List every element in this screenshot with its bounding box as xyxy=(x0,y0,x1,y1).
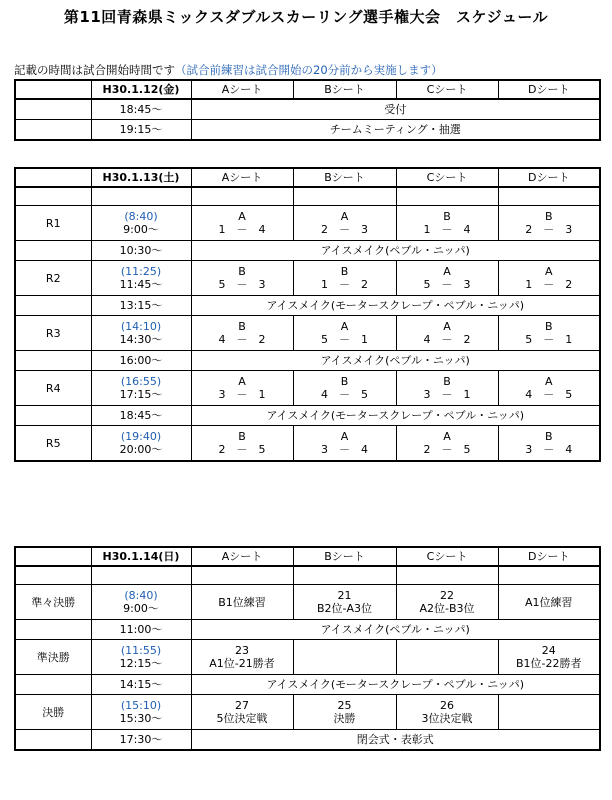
event-cell: チームミーティング・抽選 xyxy=(191,120,600,141)
event-cell: アイスメイク(ペブル・ニッパ) xyxy=(191,620,600,640)
time-cell xyxy=(91,261,191,296)
event-cell: アイスメイク(モータースクレープ・ペブル・ニッパ) xyxy=(191,406,600,426)
start-time: 9:00〜 xyxy=(123,223,159,236)
event-cell: アイスメイク(ペブル・ニッパ) xyxy=(191,351,600,371)
sheet-b-game xyxy=(293,316,396,351)
practice-note: （試合前練習は試合開始の20分前から実施します） xyxy=(175,63,443,77)
block-letter: A xyxy=(340,430,349,443)
block-letter: B xyxy=(238,320,246,333)
block-letter: B xyxy=(443,375,451,388)
game-label: A2位-B3位 xyxy=(419,602,475,615)
ice-make-row xyxy=(15,296,600,316)
schedule-day3-table xyxy=(14,546,601,751)
block-letter: B xyxy=(544,210,553,223)
corner-cell xyxy=(15,547,91,566)
blank-row xyxy=(15,566,600,585)
matchup: 2 － 3 xyxy=(525,223,573,236)
start-time: 15:30〜 xyxy=(119,712,163,725)
sheet-c-cell xyxy=(396,640,498,675)
sheet-c-header: Cシート xyxy=(396,80,498,99)
matchup: 5 － 3 xyxy=(218,278,266,291)
sheet-b-cell xyxy=(293,640,396,675)
matchup: 2 － 5 xyxy=(218,443,266,456)
round-label: R1 xyxy=(15,206,91,241)
round-label: 準決勝 xyxy=(15,640,91,675)
practice-label: B1位練習 xyxy=(218,595,266,609)
semifinal-row xyxy=(15,640,600,675)
round-row xyxy=(15,371,600,406)
sheet-a-game xyxy=(191,206,293,241)
sheet-d-game xyxy=(498,316,600,351)
sheet-a-game xyxy=(191,426,293,462)
sheet-d-header: Dシート xyxy=(498,168,600,187)
date-cell: H30.1.13(土) xyxy=(91,168,191,187)
ice-make-row xyxy=(15,241,600,261)
table-row xyxy=(15,99,600,120)
pre-time: (15:10) xyxy=(120,699,162,712)
time-cell: 17:30〜 xyxy=(91,730,191,751)
sheet-c-game xyxy=(396,371,498,406)
sheet-c-header: Cシート xyxy=(396,168,498,187)
block-letter: A xyxy=(340,320,349,333)
block-letter: A xyxy=(238,375,246,388)
sheet-b-cell xyxy=(293,585,396,620)
sheet-b-game xyxy=(293,371,396,406)
pre-time: (8:40) xyxy=(124,210,158,223)
blank-row xyxy=(15,187,600,206)
time-cell: 10:30〜 xyxy=(91,241,191,261)
time-cell: 19:15〜 xyxy=(91,120,191,141)
sheet-b-cell xyxy=(293,695,396,730)
sheet-b-header: Bシート xyxy=(293,547,396,566)
matchup: 4 － 2 xyxy=(218,333,266,346)
sheet-c-cell xyxy=(396,695,498,730)
game-label: B2位-A3位 xyxy=(316,602,373,615)
block-letter: A xyxy=(340,210,349,223)
ice-make-row xyxy=(15,675,600,695)
corner-cell xyxy=(15,80,91,99)
pre-time: (8:40) xyxy=(124,589,158,602)
sheet-d-cell xyxy=(498,585,600,620)
round-label: 決勝 xyxy=(15,695,91,730)
block-letter: A xyxy=(443,430,451,443)
ice-make-row xyxy=(15,351,600,371)
matchup: 3 － 1 xyxy=(218,388,266,401)
rounds-body xyxy=(15,206,600,462)
game-number: 26 xyxy=(440,699,454,712)
round-label: R4 xyxy=(15,371,91,406)
sheet-a-cell xyxy=(191,640,293,675)
sheet-b-game xyxy=(293,426,396,462)
time-cell: 14:15〜 xyxy=(91,675,191,695)
time-cell: 18:45〜 xyxy=(91,99,191,120)
sheet-d-game xyxy=(498,206,600,241)
block-letter: B xyxy=(340,375,349,388)
sheet-d-cell xyxy=(498,640,600,675)
sheet-a-cell xyxy=(191,585,293,620)
sheet-b-game xyxy=(293,261,396,296)
ice-make-row xyxy=(15,620,600,640)
schedule-day2-table xyxy=(14,167,601,462)
sheet-c-cell xyxy=(396,585,498,620)
closing-row xyxy=(15,730,600,751)
pre-time: (11:25) xyxy=(120,265,162,278)
time-cell: 13:15〜 xyxy=(91,296,191,316)
sheet-a-header: Aシート xyxy=(191,547,293,566)
time-cell xyxy=(91,371,191,406)
event-cell: 受付 xyxy=(191,99,600,120)
sheet-c-game xyxy=(396,426,498,462)
game-label: B1位-22勝者 xyxy=(515,657,582,670)
page-title: 第11回青森県ミックスダブルスカーリング選手権大会 スケジュール xyxy=(63,8,549,26)
game-number: 25 xyxy=(337,699,352,712)
matchup: 5 － 1 xyxy=(321,333,368,346)
time-cell xyxy=(91,316,191,351)
time-note-text: 記載の時間は試合開始時間です xyxy=(14,63,175,77)
start-time: 20:00〜 xyxy=(119,443,163,456)
matchup: 5 － 1 xyxy=(525,333,573,346)
block-letter: A xyxy=(443,320,451,333)
block-letter: B xyxy=(340,265,349,278)
game-number: 23 xyxy=(235,644,249,657)
time-cell xyxy=(91,640,191,675)
sheet-c-game xyxy=(396,261,498,296)
matchup: 3 － 1 xyxy=(423,388,471,401)
game-label: A1位-21勝者 xyxy=(209,657,275,670)
header-row xyxy=(15,80,600,99)
sheet-c-game xyxy=(396,316,498,351)
pre-time: (14:10) xyxy=(120,320,162,333)
start-time: 11:45〜 xyxy=(119,278,163,291)
round-label: 準々決勝 xyxy=(15,585,91,620)
table-row xyxy=(15,120,600,141)
sheet-c-header: Cシート xyxy=(396,547,498,566)
header-row xyxy=(15,547,600,566)
final-row xyxy=(15,695,600,730)
start-time: 12:15〜 xyxy=(119,657,163,670)
round-row xyxy=(15,426,600,462)
corner-cell xyxy=(15,168,91,187)
sheet-a-game xyxy=(191,316,293,351)
game-number: 21 xyxy=(337,589,352,602)
round-row xyxy=(15,261,600,296)
sheet-d-cell xyxy=(498,695,600,730)
quarterfinal-row xyxy=(15,585,600,620)
event-cell: 閉会式・表彰式 xyxy=(191,730,600,751)
matchup: 5 － 3 xyxy=(423,278,471,291)
block-letter: A xyxy=(544,265,553,278)
event-cell: アイスメイク(ペブル・ニッパ) xyxy=(191,241,600,261)
practice-label: A1位練習 xyxy=(524,595,573,609)
sheet-c-game xyxy=(396,206,498,241)
round-row xyxy=(15,316,600,351)
sheet-a-header: Aシート xyxy=(191,80,293,99)
block-letter: B xyxy=(238,265,246,278)
sheet-a-cell xyxy=(191,695,293,730)
sheet-d-game xyxy=(498,261,600,296)
time-cell: 16:00〜 xyxy=(91,351,191,371)
game-label: 5位決定戦 xyxy=(216,712,268,725)
date-cell: H30.1.14(日) xyxy=(91,547,191,566)
game-number: 22 xyxy=(440,589,454,602)
pre-time: (19:40) xyxy=(120,430,162,443)
sheet-a-game xyxy=(191,371,293,406)
sheet-a-game xyxy=(191,261,293,296)
matchup: 1 － 4 xyxy=(423,223,471,236)
start-time: 17:15〜 xyxy=(119,388,163,401)
round-label: R5 xyxy=(15,426,91,462)
matchup: 4 － 2 xyxy=(423,333,471,346)
pre-time: (11:55) xyxy=(120,644,162,657)
matchup: 1 － 2 xyxy=(321,278,368,291)
matchup: 1 － 4 xyxy=(218,223,266,236)
game-number: 27 xyxy=(235,699,249,712)
ice-make-row xyxy=(15,406,600,426)
round-label: R3 xyxy=(15,316,91,351)
time-cell xyxy=(91,206,191,241)
start-time: 14:30〜 xyxy=(119,333,163,346)
matchup: 3 － 4 xyxy=(321,443,368,456)
event-cell: アイスメイク(モータースクレープ・ペブル・ニッパ) xyxy=(191,675,600,695)
matchup: 3 － 4 xyxy=(525,443,573,456)
matchup: 4 － 5 xyxy=(525,388,573,401)
time-cell xyxy=(91,426,191,462)
block-letter: A xyxy=(443,265,451,278)
sheet-b-header: Bシート xyxy=(293,168,396,187)
matchup: 1 － 2 xyxy=(525,278,573,291)
block-letter: A xyxy=(544,375,553,388)
header-row xyxy=(15,168,600,187)
sheet-b-game xyxy=(293,206,396,241)
time-cell: 18:45〜 xyxy=(91,406,191,426)
game-label: 決勝 xyxy=(333,712,356,725)
matchup: 4 － 5 xyxy=(321,388,368,401)
block-letter: B xyxy=(544,320,553,333)
sheet-b-header: Bシート xyxy=(293,80,396,99)
block-letter: B xyxy=(238,430,246,443)
start-time: 9:00〜 xyxy=(123,602,159,615)
sheet-a-header: Aシート xyxy=(191,168,293,187)
round-label: R2 xyxy=(15,261,91,296)
event-cell: アイスメイク(モータースクレープ・ペブル・ニッパ) xyxy=(191,296,600,316)
game-label: 3位決定戦 xyxy=(421,712,473,725)
sheet-d-game xyxy=(498,426,600,462)
round-row xyxy=(15,206,600,241)
game-number: 24 xyxy=(541,644,556,657)
pre-time: (16:55) xyxy=(120,375,162,388)
time-note xyxy=(14,62,443,78)
sheet-d-header: Dシート xyxy=(498,80,600,99)
schedule-day1-table xyxy=(14,79,601,141)
time-cell: 11:00〜 xyxy=(91,620,191,640)
sheet-d-game xyxy=(498,371,600,406)
time-cell xyxy=(91,695,191,730)
time-cell xyxy=(91,585,191,620)
block-letter: B xyxy=(544,430,553,443)
matchup: 2 － 3 xyxy=(321,223,368,236)
block-letter: B xyxy=(443,210,451,223)
date-cell: H30.1.12(金) xyxy=(91,80,191,99)
block-letter: A xyxy=(238,210,246,223)
matchup: 2 － 5 xyxy=(423,443,471,456)
sheet-d-header: Dシート xyxy=(498,547,600,566)
